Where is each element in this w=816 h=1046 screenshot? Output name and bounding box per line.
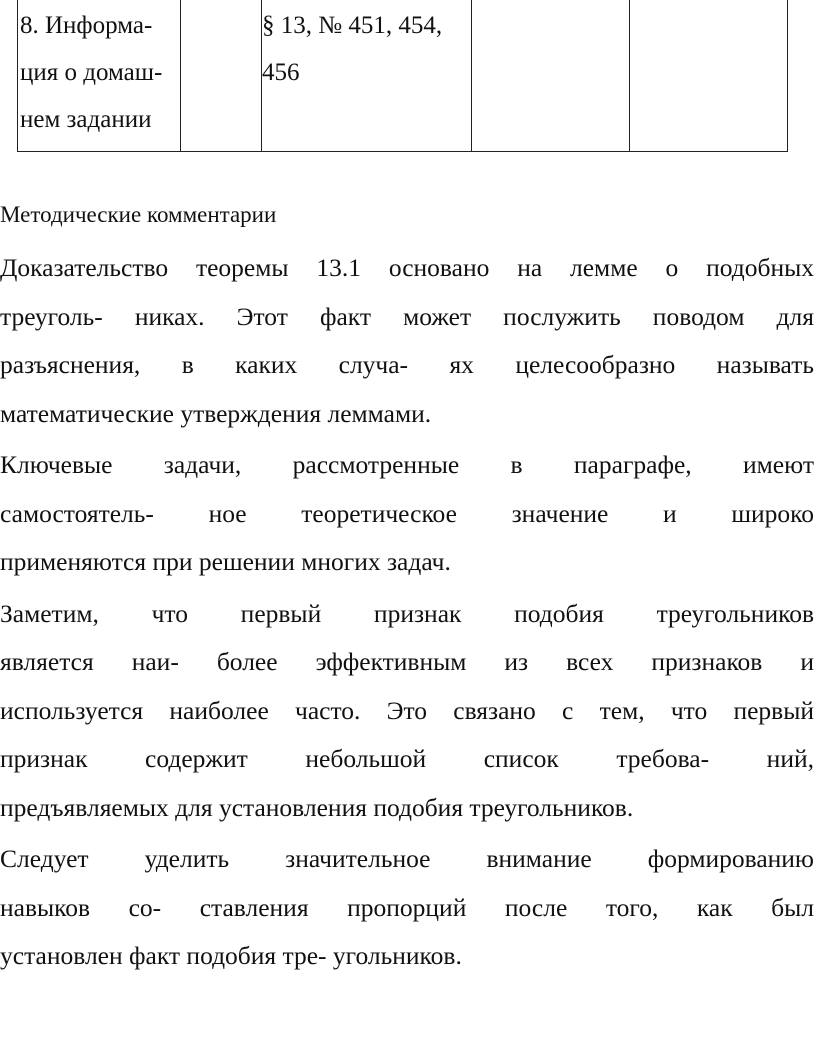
- lesson-plan-table-fragment: [17, 0, 784, 152]
- paragraph-line: разъяснения, в каких случа- ях целесообразно называть: [0, 350, 814, 379]
- paragraph-line: самостоятель- ное теоретическое значение и широко: [0, 498, 814, 528]
- paragraph-line: Заметим, что первый признак подобия треугольников: [0, 598, 814, 628]
- empty-cell: [472, 0, 630, 152]
- stage-cell-line: 8. Информа-: [20, 12, 153, 39]
- comments-body: [0, 244, 814, 984]
- stage-cell-line: ция о домаш-: [20, 59, 163, 86]
- comment-paragraph: [0, 590, 814, 833]
- comment-paragraph: [0, 835, 814, 981]
- paragraph-line: Доказательство теоремы 13.1 основано на лемме о подобных: [0, 253, 814, 282]
- comments-heading: Методические комментарии: [0, 202, 277, 227]
- homework-cell-line: 456: [262, 59, 300, 86]
- comment-paragraph: [0, 441, 814, 587]
- empty-cell: [630, 0, 788, 152]
- stage-cell: [18, 0, 181, 152]
- homework-cell: [262, 0, 472, 152]
- paragraph-line: признак содержит небольшой список требова- ний,: [0, 744, 814, 773]
- homework-cell-line: § 13, № 451, 454,: [262, 12, 443, 39]
- paragraph-line: Следует уделить значительное внимание формированию: [0, 844, 814, 873]
- paragraph-line: математические утверждения леммами.: [0, 398, 432, 428]
- lesson-plan-table: [17, 0, 788, 152]
- paragraph-line: треуголь- никах. Этот факт может послужить поводом для: [0, 301, 814, 331]
- paragraph-line: предъявляемых для установления подобия треугольников.: [0, 792, 634, 822]
- paragraph-line: используется наиболее часто. Это связано с тем, что первый: [0, 695, 814, 725]
- paragraph-line: навыков со- ставления пропорций после того, как был: [0, 892, 814, 922]
- comment-paragraph: [0, 244, 814, 438]
- table-row: [18, 0, 788, 152]
- paragraph-line: Ключевые задачи, рассмотренные в параграфе, имеют: [0, 450, 814, 479]
- stage-cell-line: нем задании: [20, 106, 152, 133]
- paragraph-line: является наи- более эффективным из всех признаков и: [0, 647, 814, 676]
- paragraph-line: применяются при решении многих задач.: [0, 547, 451, 576]
- empty-cell: [181, 0, 262, 152]
- paragraph-line: установлен факт подобия тре- угольников.: [0, 941, 462, 970]
